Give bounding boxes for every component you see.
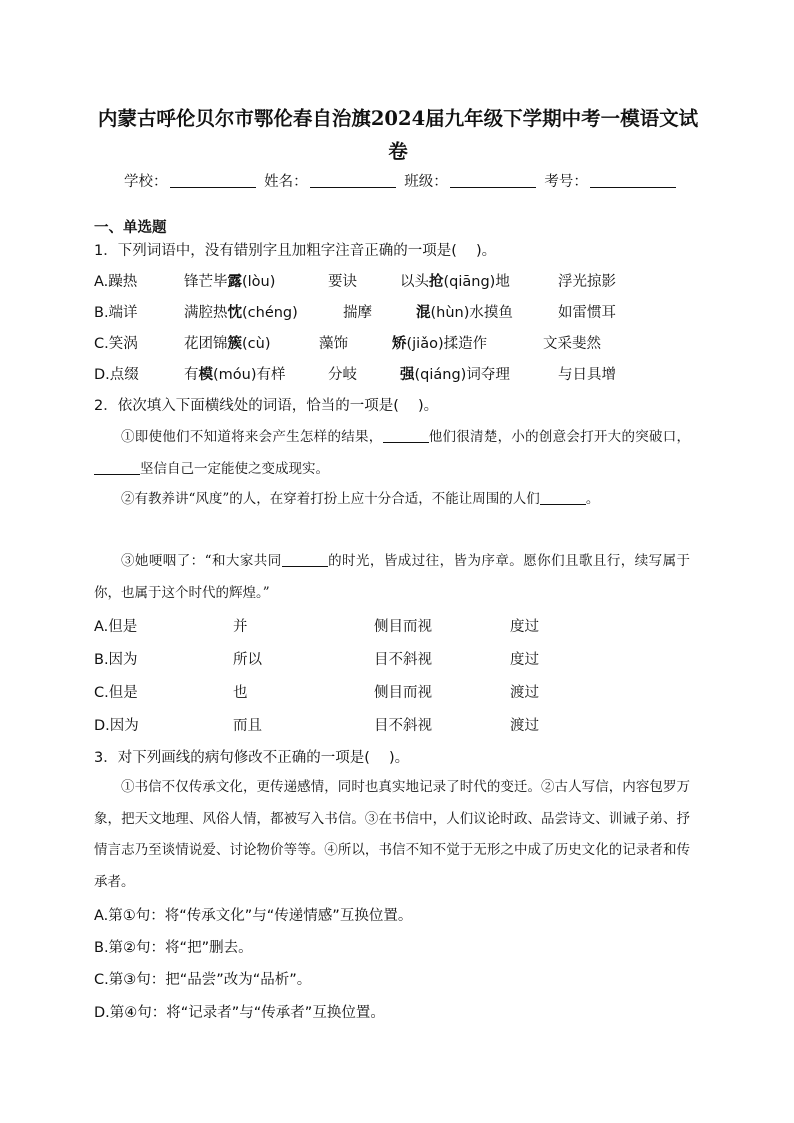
q2-option-b-2: 所以 bbox=[233, 652, 262, 668]
q1-option-a-4: 以头抢(qiāng)地 bbox=[400, 274, 510, 290]
class-label: 班级： bbox=[404, 174, 448, 190]
number-label: 考号： bbox=[544, 174, 588, 190]
q2-option-a-2: 并 bbox=[233, 619, 248, 635]
q2-option-d-3: 目不斜视 bbox=[374, 718, 432, 734]
q2-option-d-4: 渡过 bbox=[510, 718, 539, 734]
q1-option-c-2: 花团锦簇(cù) bbox=[184, 336, 271, 352]
fill-blank-2 bbox=[94, 462, 140, 475]
q2-sentence-1: ①即使他们不知道将来会产生怎样的结果， 他们很清楚，小的创意会打开大的突破口，坚信自己一定能使之变成现实。 bbox=[94, 422, 690, 485]
q1-option-c-5: 文采斐然 bbox=[543, 336, 601, 352]
q2-option-a-1: A.但是 bbox=[94, 619, 138, 635]
q1-option-b-2: 满腔热忱(chéng) bbox=[184, 305, 298, 321]
q1-option-b-5: 如雷惯耳 bbox=[558, 305, 616, 321]
school-blank bbox=[170, 173, 256, 188]
fill-blank-1 bbox=[383, 430, 429, 443]
q1-option-d-3: 分岐 bbox=[328, 367, 357, 383]
q1-option-b-4: 混(hùn)水摸鱼 bbox=[416, 305, 513, 321]
q1-option-b-3: 揣摩 bbox=[343, 305, 372, 321]
name-label: 姓名： bbox=[264, 174, 308, 190]
school-label: 学校： bbox=[124, 174, 168, 190]
q3-option-b: B.第②句：将“把”删去。 bbox=[94, 940, 253, 956]
q1-option-a-1: A.躁热 bbox=[94, 274, 138, 290]
q3-passage: ①书信不仅传承文化，更传递感情，同时也真实地记录了时代的变迁。②古人写信，内容包罗万象，把天文地理、风俗人情，都被写入书信。③在书信中，人们议论时政、品尝诗文、训诫子弟、抒情言志乃至谈情说爱、讨论物价等等。④所以，书信不知不觉于无形之中成了历史文化的记录者和传承者。 bbox=[94, 779, 690, 890]
q3-option-d: D.第④句：将“记录者”与“传承者”互换位置。 bbox=[94, 1005, 385, 1021]
q2-option-c-4: 渡过 bbox=[510, 685, 539, 701]
q2-option-a-4: 度过 bbox=[510, 619, 539, 635]
q1-option-a-2: 锋芒毕露(lòu) bbox=[184, 274, 276, 290]
q2-option-b-4: 度过 bbox=[510, 652, 539, 668]
q3-option-c: C.第③句：把“品尝”改为“品析”。 bbox=[94, 972, 312, 988]
q2-option-c-2: 也 bbox=[233, 685, 248, 701]
q1-option-a-3: 要诀 bbox=[328, 274, 357, 290]
q2-option-a-3: 侧目而视 bbox=[374, 619, 432, 635]
q2-option-c-1: C.但是 bbox=[94, 685, 138, 701]
q1-option-d-5: 与日具增 bbox=[558, 367, 616, 383]
q1-option-c-1: C.笑涡 bbox=[94, 336, 138, 352]
section-heading: 一、单选题 bbox=[94, 220, 167, 236]
fill-blank-4 bbox=[282, 554, 328, 567]
fill-blank-3 bbox=[540, 492, 586, 505]
student-info-row bbox=[124, 170, 680, 191]
q1-option-c-3: 藻饰 bbox=[319, 336, 348, 352]
class-blank bbox=[450, 173, 536, 188]
number-blank bbox=[590, 173, 676, 188]
q1-option-d-1: D.点缀 bbox=[94, 367, 139, 383]
q1-option-d-4: 强(qiáng)词夺理 bbox=[400, 367, 510, 383]
q2-option-d-2: 而且 bbox=[233, 718, 262, 734]
q2-option-d-1: D.因为 bbox=[94, 718, 139, 734]
q1-option-b-1: B.端详 bbox=[94, 305, 138, 321]
q2-option-b-3: 目不斜视 bbox=[374, 652, 432, 668]
exam-title-line1: 内蒙古呼伦贝尔市鄂伦春自治旗2024届九年级下学期中考一模语文试 bbox=[97, 107, 699, 130]
q2-stem: 2．依次填入下面横线处的词语，恰当的一项是( )。 bbox=[94, 398, 439, 414]
q3-option-a: A.第①句：将“传承文化”与“传递情感”互换位置。 bbox=[94, 908, 413, 924]
q2-sentence-2: ②有教养讲“风度”的人，在穿着打扮上应十分合适，不能让周围的人们 。 bbox=[121, 491, 600, 507]
q2-option-b-1: B.因为 bbox=[94, 652, 138, 668]
q2-sentence-3: ③她哽咽了：“和大家共同 的时光，皆成过往，皆为序章。愿你们且歌且行，续写属于你，也属于这个时代的辉煌。” bbox=[94, 553, 691, 601]
name-blank bbox=[310, 173, 396, 188]
q2-option-c-3: 侧目而视 bbox=[374, 685, 432, 701]
q1-option-a-5: 浮光掠影 bbox=[558, 274, 616, 290]
q1-option-d-2: 有模(móu)有样 bbox=[184, 367, 286, 383]
exam-title-line2: 卷 bbox=[388, 140, 408, 163]
q1-stem: 1．下列词语中，没有错别字且加粗字注音正确的一项是( )。 bbox=[94, 243, 497, 259]
q1-option-c-4: 矫(jiǎo)揉造作 bbox=[392, 336, 488, 352]
q3-stem: 3．对下列画线的病句修改不正确的一项是( )。 bbox=[94, 750, 410, 766]
